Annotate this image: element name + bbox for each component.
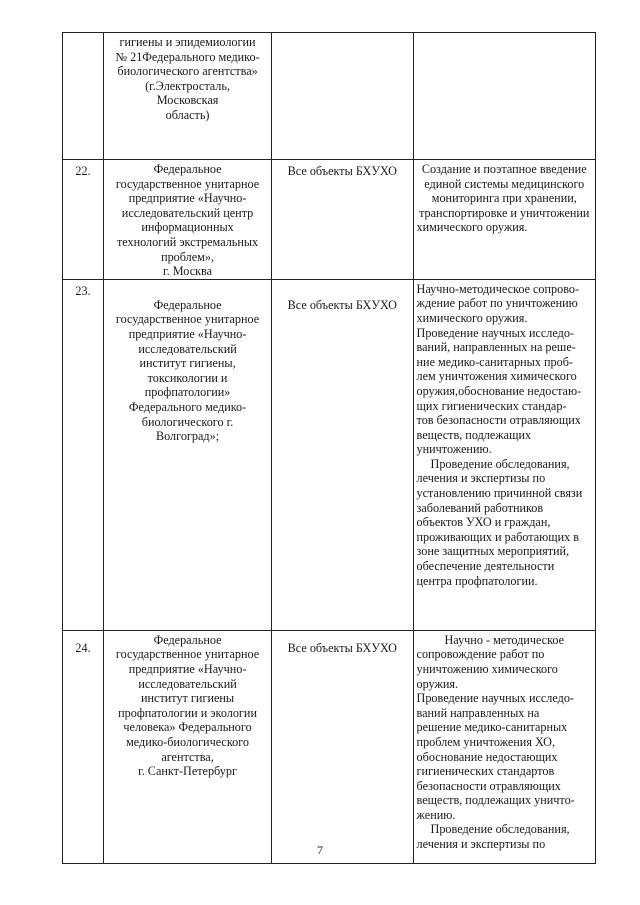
organization-line: Федерального медико- bbox=[128, 399, 247, 414]
organization-line: государственное унитарное bbox=[115, 312, 260, 327]
work-line: лечения и экспертизы по bbox=[416, 471, 546, 486]
work-line: мониторинга при хранении, bbox=[431, 191, 577, 206]
row-number: 23. bbox=[63, 279, 104, 630]
table-row bbox=[63, 160, 596, 280]
organization-line: медико-биологического bbox=[126, 734, 250, 749]
work-line: оружия,обоснование недостаю- bbox=[416, 383, 582, 398]
work-line: оружия. bbox=[416, 676, 459, 691]
work-line: Научно-методическое сопрово- bbox=[416, 281, 580, 296]
work-line: лечения и экспертизы по bbox=[416, 837, 546, 852]
organization-line: биологического агентства» bbox=[117, 64, 258, 79]
work-cell bbox=[413, 279, 595, 630]
work-line: единой системы медицинского bbox=[424, 176, 585, 191]
table-row bbox=[63, 279, 596, 630]
organization-line: предприятие «Научно- bbox=[128, 661, 247, 676]
organization-line: Волгоград»; bbox=[155, 429, 220, 444]
organization-line: технологий экстремальных bbox=[116, 234, 259, 249]
row-number: 22. bbox=[63, 160, 104, 280]
organization-line: информационных bbox=[141, 220, 234, 235]
organization-line: Федеральное bbox=[153, 297, 222, 312]
work-line: установлению причинной связи bbox=[416, 486, 583, 501]
work-line: химического оружия. bbox=[416, 220, 528, 235]
organization-line: (г.Электросталь, bbox=[145, 78, 230, 93]
organization-line: институт гигиены, bbox=[139, 356, 236, 371]
work-line: безопасности отравляющих bbox=[416, 778, 561, 793]
objects-cell: Все объекты БХУХО bbox=[272, 160, 413, 280]
organization-line: гигиены и эпидемиологии bbox=[119, 35, 256, 49]
organization-line: институт гигиены bbox=[140, 691, 235, 706]
organization-cell bbox=[104, 33, 272, 160]
work-line: ваний, направленных на реше- bbox=[416, 340, 576, 355]
page-number: 7 bbox=[317, 843, 323, 857]
organization-line: № 21Федерального медико- bbox=[115, 49, 260, 64]
work-line: центра профпатологии. bbox=[416, 573, 538, 588]
work-cell bbox=[413, 160, 595, 280]
table-row bbox=[63, 630, 596, 863]
organization-line: человека» Федерального bbox=[123, 720, 252, 735]
work-line: щих гигиенических стандар- bbox=[416, 398, 567, 413]
organization-line: биологического г. bbox=[141, 414, 234, 429]
organization-line: Московская bbox=[156, 93, 219, 108]
organization-line: область) bbox=[165, 107, 210, 122]
organization-line: исследовательский bbox=[138, 676, 237, 691]
organization-line: токсикологии и bbox=[147, 370, 228, 385]
work-line: уничтожению. bbox=[416, 442, 492, 457]
organization-line: проблем», bbox=[161, 249, 215, 264]
work-line: ние медико-санитарных проб- bbox=[416, 354, 573, 369]
work-line: обоснование недостающих bbox=[416, 749, 558, 764]
organization-line: Федеральное bbox=[153, 162, 222, 176]
work-line: ждение работ по уничтожению bbox=[416, 296, 578, 311]
organization-line: Федеральное bbox=[153, 632, 222, 647]
work-line: Научно - методическое bbox=[444, 632, 565, 647]
work-line: объектов УХО и граждан, bbox=[416, 515, 551, 530]
work-line: обеспечение деятельности bbox=[416, 559, 555, 574]
work-line: зоне защитных мероприятий, bbox=[416, 544, 570, 559]
work-line: сопровождение работ по bbox=[416, 647, 545, 662]
work-line: гигиенических стандартов bbox=[416, 764, 555, 779]
work-line: веществ, подлежащих уничто- bbox=[416, 793, 575, 808]
organization-line: агентства, bbox=[161, 749, 214, 764]
organization-cell bbox=[104, 279, 272, 630]
organization-line: предприятие «Научно- bbox=[128, 191, 247, 206]
work-line: решение медико-санитарных bbox=[416, 720, 568, 735]
work-cell bbox=[413, 33, 595, 160]
work-line: проживающих и работающих в bbox=[416, 529, 580, 544]
organization-line: исследовательский центр bbox=[121, 205, 254, 220]
work-line: Проведение обследования, bbox=[430, 456, 570, 471]
work-line: Проведение обследования, bbox=[430, 822, 570, 837]
work-line: жению. bbox=[416, 807, 456, 822]
work-line: химического оружия. bbox=[416, 310, 528, 325]
objects-cell bbox=[272, 33, 413, 160]
organization-line: государственное унитарное bbox=[115, 647, 260, 662]
work-line: транспортировке и уничтожении bbox=[419, 205, 590, 220]
table-row bbox=[63, 33, 596, 160]
work-line: Проведение научных исследо- bbox=[416, 325, 574, 340]
organization-line: г. Москва bbox=[163, 264, 213, 279]
work-line: уничтожению химического bbox=[416, 661, 558, 676]
work-line: лем уничтожения химического bbox=[416, 369, 577, 384]
work-line: проблем уничтожения ХО, bbox=[416, 734, 556, 749]
work-line: заболеваний работников bbox=[416, 500, 544, 515]
objects-cell: Все объекты БХУХО bbox=[272, 279, 413, 630]
organization-line: профпатологии и экологии bbox=[118, 705, 257, 720]
organization-cell bbox=[104, 160, 272, 280]
organization-line: исследовательский bbox=[138, 341, 237, 356]
work-line: тов безопасности отравляющих bbox=[416, 413, 581, 428]
organization-line: государственное унитарное bbox=[115, 176, 260, 191]
organization-line: г. Санкт-Петербург bbox=[138, 764, 237, 779]
organization-line: профпатологии» bbox=[144, 385, 231, 400]
objects-cell: Все объекты БХУХО bbox=[272, 630, 413, 863]
row-number: 24. bbox=[63, 630, 104, 863]
organization-cell bbox=[104, 630, 272, 863]
row-number bbox=[63, 33, 104, 160]
work-line: веществ, подлежащих bbox=[416, 427, 532, 442]
document-table bbox=[62, 32, 596, 864]
organization-line: предприятие «Научно- bbox=[128, 326, 247, 341]
work-line: Проведение научных исследо- bbox=[416, 691, 574, 706]
work-cell bbox=[413, 630, 595, 863]
work-line: ваний направленных на bbox=[416, 705, 540, 720]
work-line: Создание и поэтапное введение bbox=[421, 162, 587, 176]
